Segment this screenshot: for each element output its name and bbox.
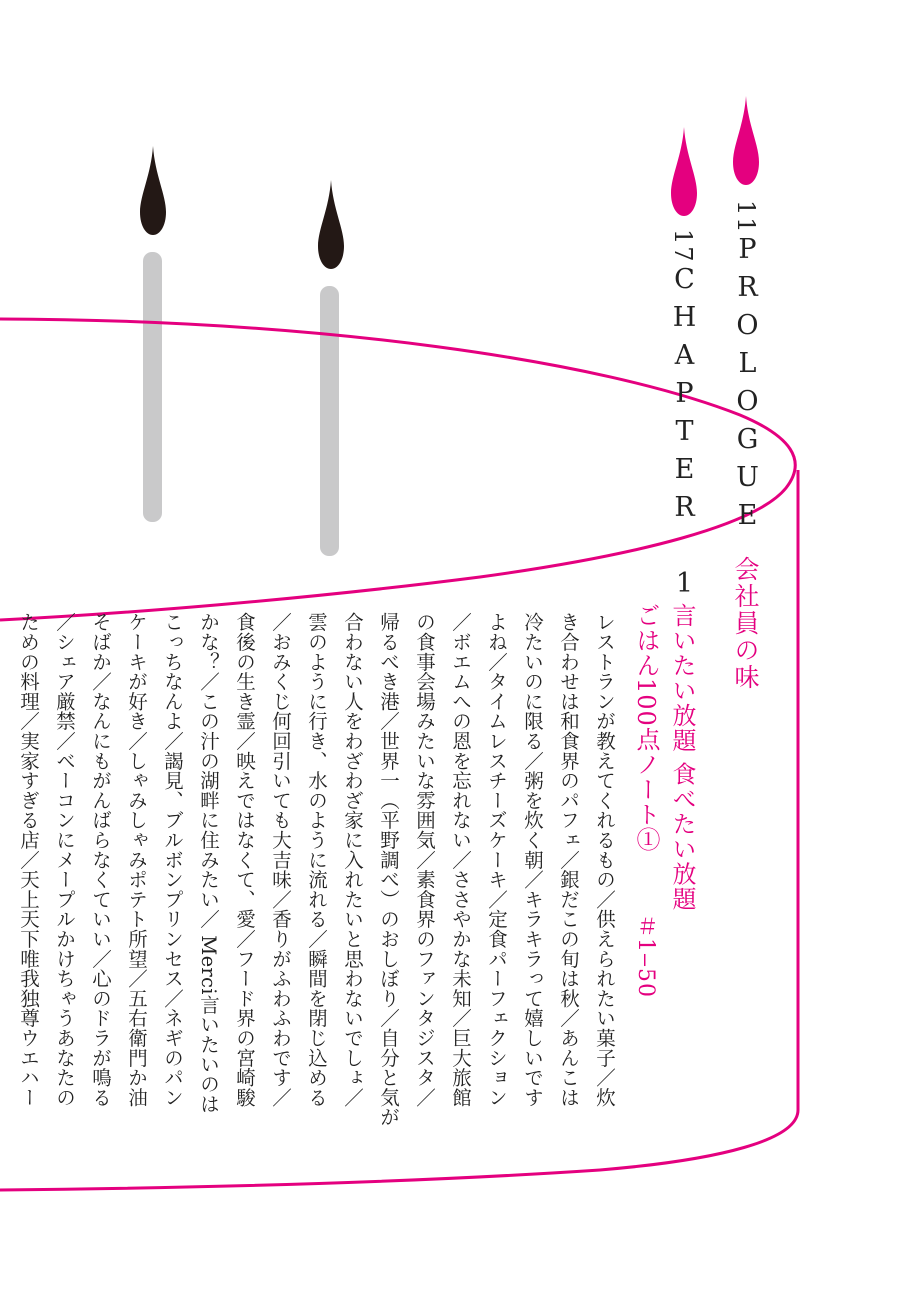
text-line: かな？／この汁の湖畔に住みたい／ Merci言いたいのは — [197, 612, 220, 1114]
flame-chapter — [671, 127, 697, 216]
text-line: き合わせは和食界のパフェ／銀だこの旬は秋／あんこは — [557, 612, 580, 1107]
prologue-page-number[interactable]: 11 — [732, 200, 760, 235]
text-line: そばか／なんにもがんばらなくていい／心のドラが鳴る — [89, 612, 112, 1107]
text-line: こっちなんよ／謁見、ブルボンプリンセス／ネギのパン — [161, 612, 184, 1107]
text-line: 食後の生き霊／映えではなくて、愛／フード界の宮崎駿 — [233, 612, 256, 1107]
text-line: 合わない人をわざわざ家に入れたいと思わないでしょ／ — [341, 612, 364, 1107]
text-line: の食事会場みたいな雰囲気／素食界のファンタジスタ／ — [413, 612, 436, 1107]
text-line: よね／タイムレスチーズケーキ／定食パーフェクション — [485, 612, 508, 1107]
flame-prologue — [733, 96, 759, 185]
chapter-title[interactable]: CHAPTER 1 — [669, 264, 700, 606]
flame-right — [318, 180, 344, 269]
text-line: ／シェア厳禁／ベーコンにメープルかけちゃうあなたの — [53, 612, 76, 1107]
candle-left — [143, 252, 162, 522]
prologue-title[interactable]: PROLOGUE — [732, 234, 763, 538]
article-list-text — [17, 612, 622, 1196]
text-line: 雲のように行き、水のように流れる／瞬間を閉じ込める — [305, 612, 328, 1107]
text-line: ／おみくじ何回引いても大吉味／香りがふわふわです／ — [269, 612, 292, 1107]
candle-right — [320, 286, 339, 556]
text-line: ／ボエムへの恩を忘れない／ささやかな未知／巨大旅館 — [449, 612, 472, 1107]
text-line: 帰るべき港／世界一（平野調べ）のおしぼり／自分と気が — [377, 612, 400, 1127]
flame-left — [140, 146, 166, 235]
text-line: ための料理／実家すぎる店／天上天下唯我独尊ウエハー — [17, 612, 40, 1107]
text-line: 冷たいのに限る／粥を炊く朝／キラキラって嬉しいです — [521, 612, 544, 1107]
text-line: レストランが教えてくれるもの／供えられたい菓子／炊 — [593, 612, 616, 1107]
chapter-page-number[interactable]: 17 — [669, 229, 697, 264]
series-title-line2: ごはん100点ノート① — [632, 603, 660, 852]
section-title[interactable]: 会社員の味 — [731, 556, 760, 691]
series-title-line1: 言いたい放題 食べたい放題 — [668, 603, 696, 912]
series-range: ＃1‒50 — [633, 915, 658, 998]
text-line: ケーキが好き／しゃみしゃみポテト所望／五右衛門か油 — [125, 612, 148, 1107]
